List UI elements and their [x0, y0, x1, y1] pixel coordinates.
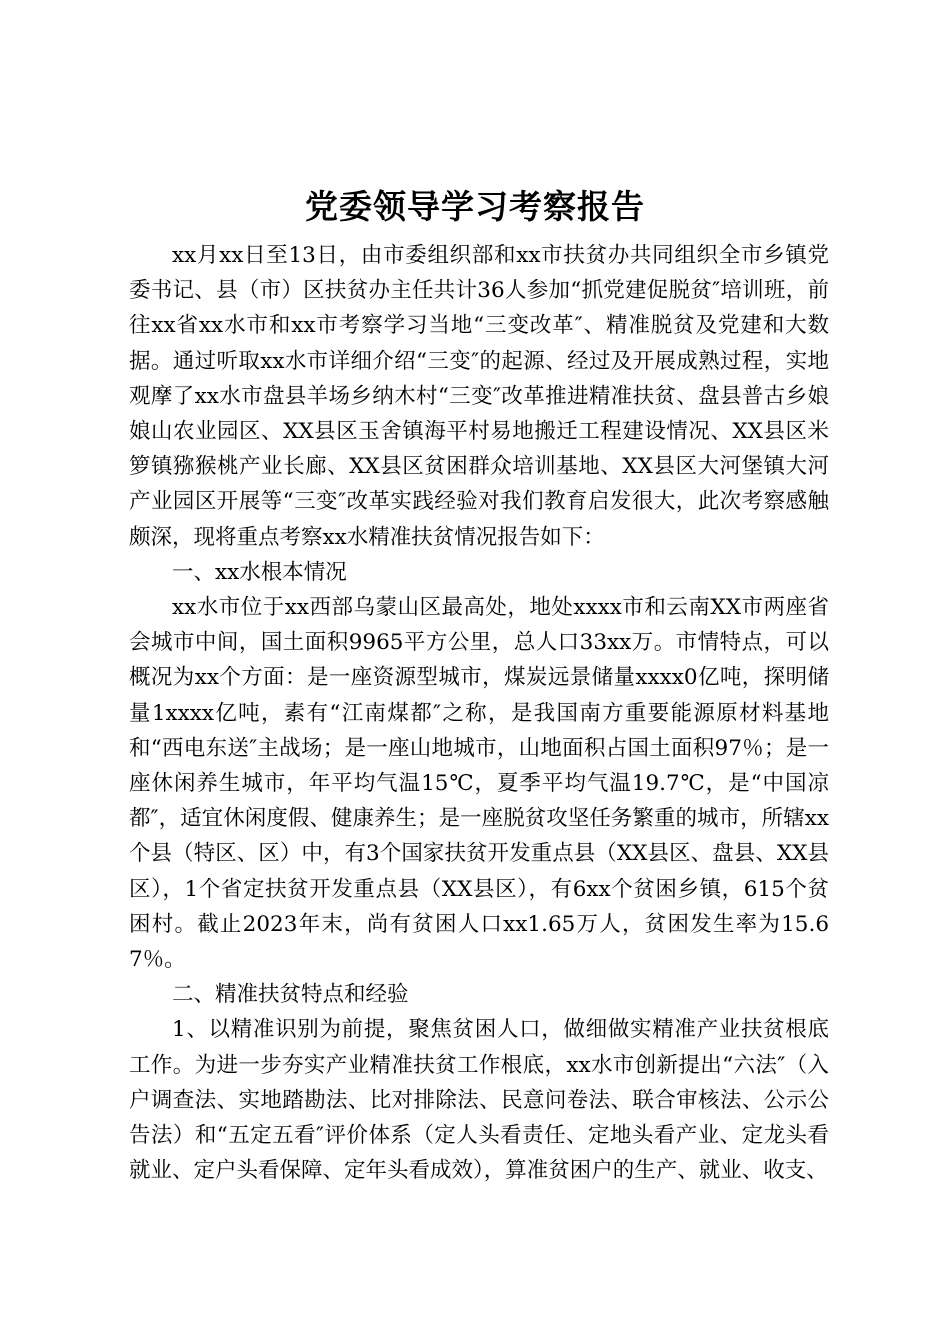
section-heading-2: 二、精准扶贫特点和经验: [172, 982, 409, 1008]
document-title: 党委领导学习考察报告: [305, 187, 645, 226]
section-heading-1: 一、xx水根本情况: [172, 559, 347, 585]
paragraph-basic-situation: xx水市位于xx西部乌蒙山区最高处，地处xxxx市和云南XX市两座省会城市中间，国土面积9965平方公里，总人口33xx万。市情特点，可以概况为xx个方面：是一座资源型城市，煤炭远景储量xxxx0亿吨，探明储量1xxxx亿吨，素有“江南煤都″之称，是我国南方重要能源原材料基地和“西电东送″主战场；是一座山地城市，山地面积占国土面积97％；是一座休闲养生城市，年平均气温15℃，夏季平均气温19.7℃，是“中国凉都″，适宜休闲度假、健康养生；是一座脱贫攻坚任务繁重的城市，所辖xx个县（特区、区）中，有3个国家扶贫开发重点县（XX县区、盘县、XX县区），1个省定扶贫开发重点县（XX县区），有6xx个贫困乡镇，615个贫困村。截止2023年末，尚有贫困人口xx1.65万人，贫困发生率为15.67％。: [129, 595, 829, 973]
paragraph-precise-identification: 1、以精准识别为前提，聚焦贫困人口，做细做实精准产业扶贫根底工作。为进一步夯实产业精准扶贫工作根底，xx水市创新提出“六法″（入户调查法、实地踏勘法、比对排除法、民意问卷法、联合审核法、公示公告法）和“五定五看″评价体系（定人头看责任、定地头看产业、定龙头看就业、定户头看保障、定年头看成效），算准贫困户的生产、就业、收支、: [129, 1017, 829, 1184]
paragraph-intro: xx月xx日至13日，由市委组织部和xx市扶贫办共同组织全市乡镇党委书记、县（市）区扶贫办主任共计36人参加“抓党建促脱贫″培训班，前往xx省xx水市和xx市考察学习当地“三变改革″、精准脱贫及党建和大数据。通过听取xx水市详细介绍“三变″的起源、经过及开展成熟过程，实地观摩了xx水市盘县羊场乡纳木村“三变″改革推进精准扶贫、盘县普古乡娘娘山农业园区、XX县区玉舍镇海平村易地搬迁工程建设情况、XX县区米箩镇猕猴桃产业长廊、XX县区贫困群众培训基地、XX县区大河堡镇大河产业园区开展等“三变″改革实践经验对我们教育启发很大，此次考察感触颇深，现将重点考察xx水精准扶贫情况报告如下：: [129, 243, 829, 550]
document-body: [129, 238, 829, 1188]
